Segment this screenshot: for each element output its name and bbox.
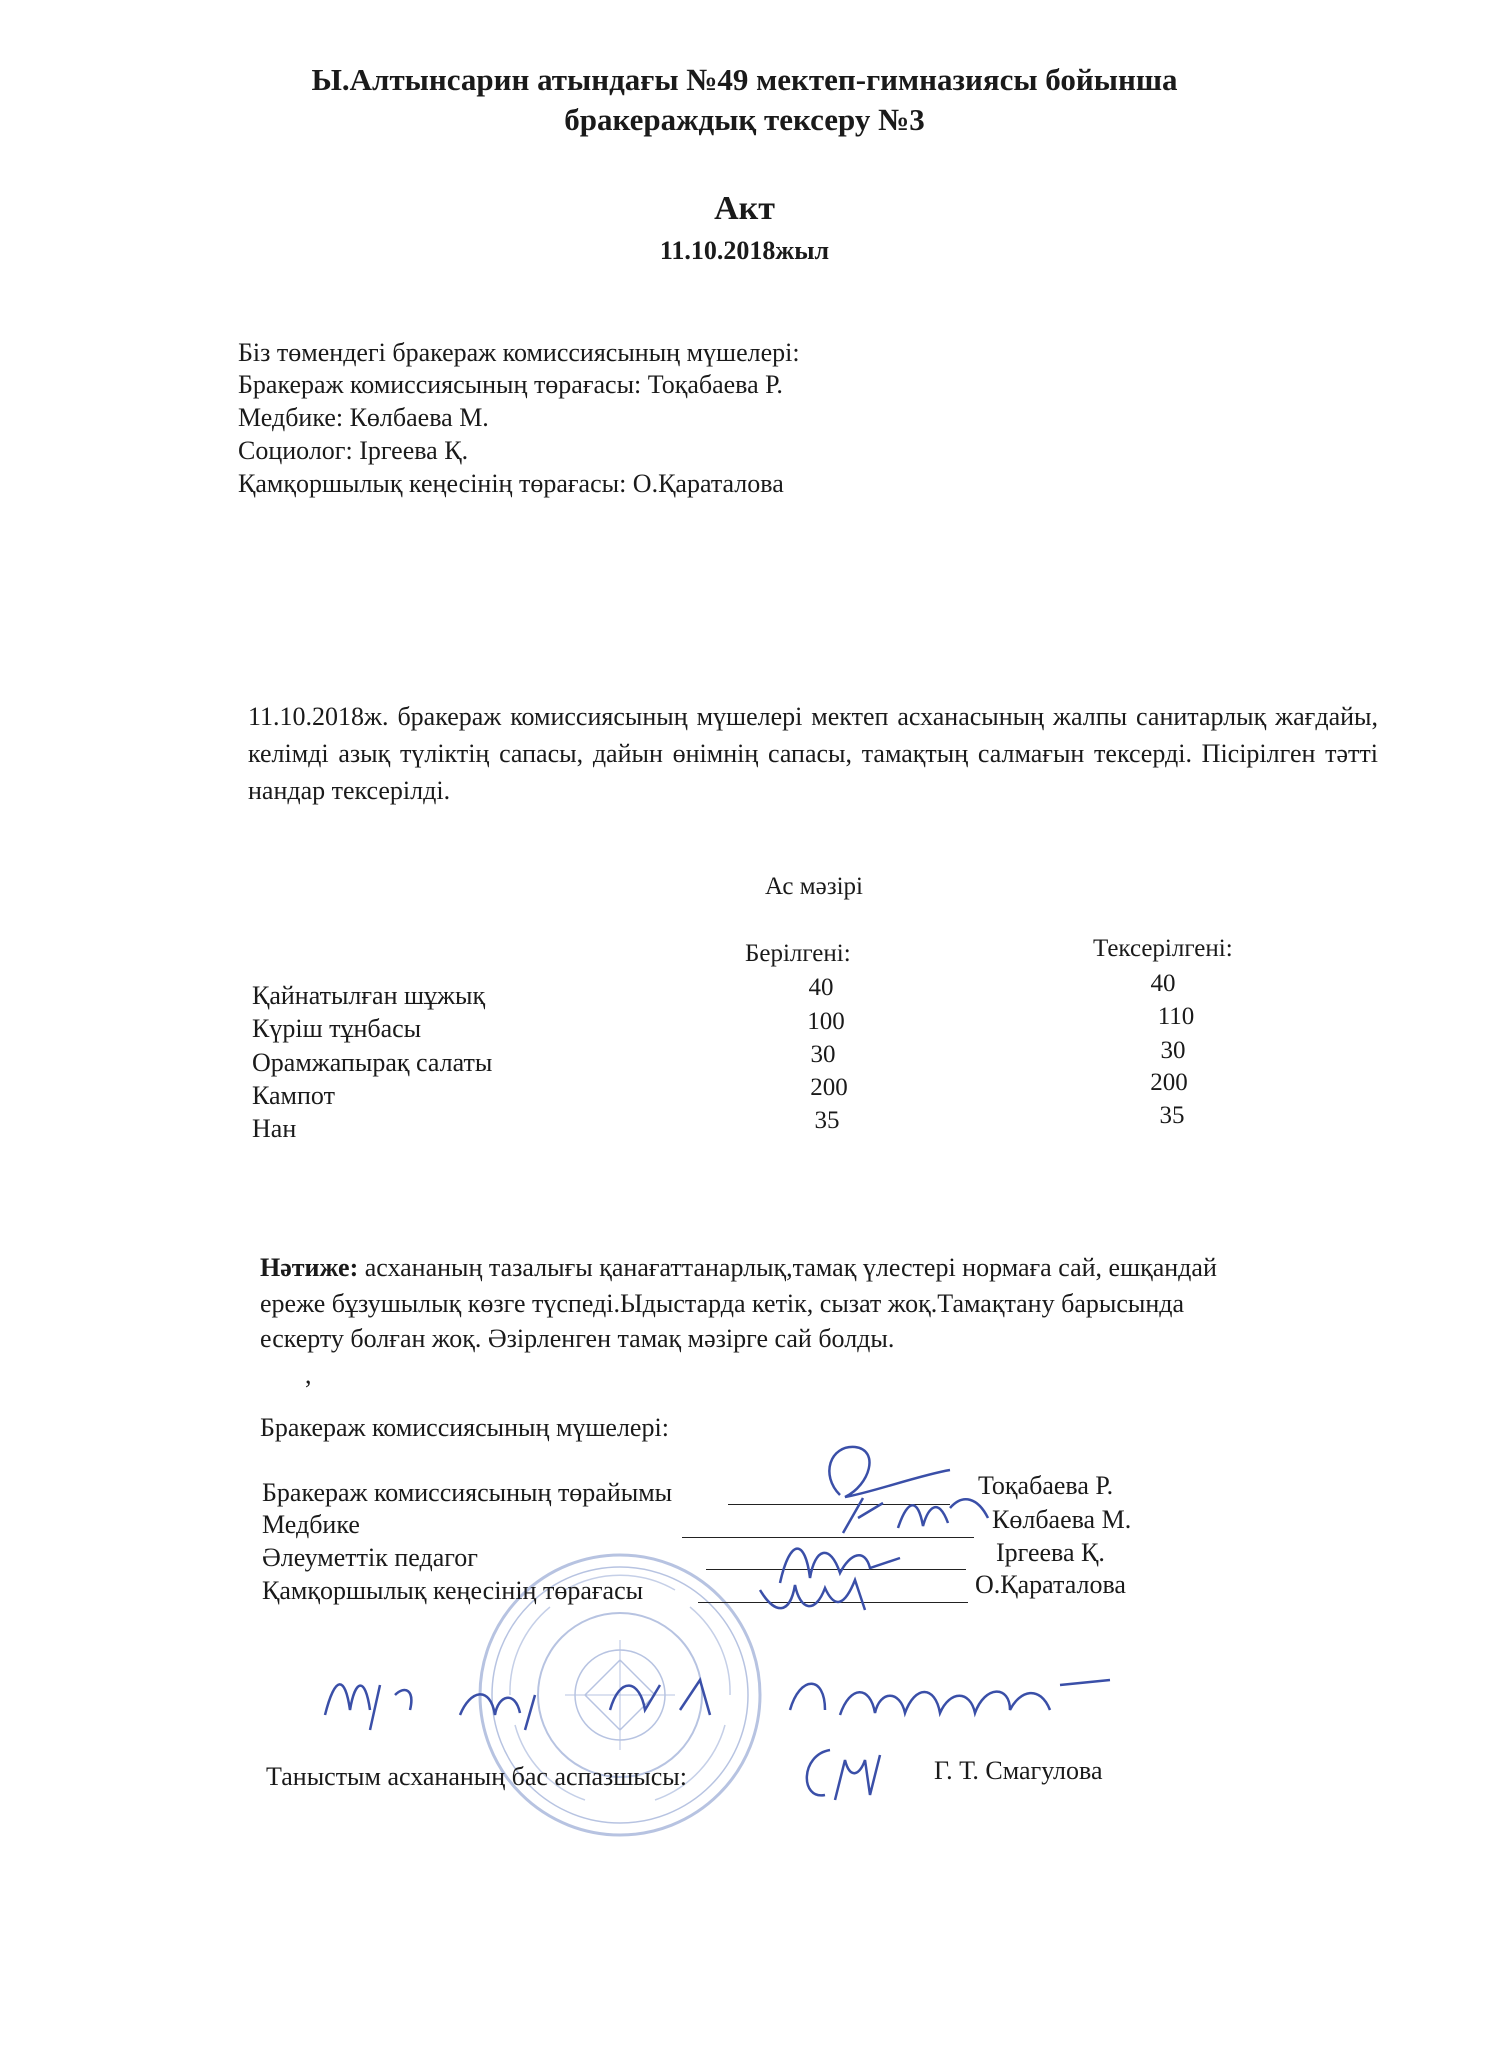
signature-karatalova — [745, 1560, 895, 1630]
menu-item-checked: 200 — [1150, 1069, 1188, 1096]
signer-role: Медбике — [262, 1510, 360, 1539]
menu-item-given: 200 — [810, 1074, 848, 1101]
menu-item-name: Нан — [252, 1114, 297, 1143]
members-intro-line: Біз төмендегі бракераж комиссиясының мүшелері: — [238, 338, 800, 367]
signatures-heading: Бракераж комиссиясының мүшелері: — [260, 1413, 669, 1442]
menu-col-given: Берілгені: — [745, 940, 851, 967]
result-text-line3: ескерту болған жоқ. Әзірленген тамақ мәзірге сай болды. — [260, 1324, 895, 1353]
menu-item-checked: 40 — [1150, 970, 1176, 997]
menu-item-given: 35 — [814, 1107, 840, 1134]
document-heading-line2: бракераждық тексеру №3 — [564, 102, 925, 137]
signer-name: Көлбаева М. — [992, 1505, 1132, 1534]
stray-comma: , — [305, 1360, 312, 1389]
signer-name: О.Қараталова — [975, 1570, 1126, 1599]
menu-item-given: 100 — [807, 1008, 845, 1035]
menu-item-name: Кампот — [252, 1081, 335, 1110]
menu-item-given: 40 — [808, 974, 834, 1001]
act-date: 11.10.2018жыл — [659, 236, 830, 265]
document-heading-line1: Ы.Алтынсарин атындағы №49 мектеп-гимназиясы бойынша — [311, 62, 1178, 97]
result-line1 — [260, 1253, 1217, 1283]
members-intro-line: Медбике: Көлбаева М. — [238, 403, 489, 432]
result-text-line1: асхананың тазалығы қанағаттанарлық,тамақ үлестері нормаға сай, ешқандай — [358, 1253, 1217, 1282]
menu-item-checked: 110 — [1157, 1003, 1195, 1030]
menu-item-name: Қайнатылған шұжық — [252, 981, 486, 1010]
signature-smagulova — [790, 1730, 910, 1810]
signer-role: Қамқоршылық кеңесінің төрағасы — [262, 1576, 644, 1605]
chef-name: Г. Т. Смагулова — [934, 1756, 1103, 1785]
signer-role: Бракераж комиссиясының төрайымы — [262, 1478, 673, 1507]
chef-label: Таныстым асхананың бас аспазшысы: — [266, 1762, 688, 1791]
signer-name: Іргеева Қ. — [996, 1538, 1105, 1567]
menu-item-checked: 30 — [1160, 1037, 1186, 1064]
menu-item-given: 30 — [810, 1041, 836, 1068]
inspection-paragraph: 11.10.2018ж. бракераж комиссиясының мүшелері мектеп асханасының жалпы санитарлық жағдайы, келімді азық түліктің сапасы, дайын өнімнің сапасы, тамақтың салмағын тексерді. Пісірілген тәтті нандар тексерілді. — [248, 702, 1378, 805]
menu-item-name: Күріш тұнбасы — [252, 1014, 422, 1043]
members-intro-line: Қамқоршылық кеңесінің төрағасы: О.Қараталова — [238, 469, 784, 498]
menu-item-checked: 35 — [1159, 1102, 1185, 1129]
menu-title: Ас мәзірі — [765, 873, 863, 900]
result-text-line2: ереже бұзушылық көзге түспеді.Ыдыстарда кетік, сызат жоқ.Тамақтану барысында — [260, 1289, 1185, 1318]
members-intro-line: Бракераж комиссиясының төрағасы: Тоқабаева Р. — [238, 370, 783, 399]
signer-name: Тоқабаева Р. — [978, 1471, 1114, 1500]
menu-item-name: Орамжапырақ салаты — [252, 1048, 493, 1077]
act-title: Акт — [714, 190, 775, 227]
members-intro-line: Социолог: Іргеева Қ. — [238, 436, 469, 465]
handwritten-director-note — [320, 1655, 1140, 1745]
result-label: Нәтиже: — [260, 1253, 359, 1282]
menu-col-checked: Тексерілгені: — [1093, 935, 1233, 962]
signer-role: Әлеуметтік педагог — [262, 1543, 478, 1572]
